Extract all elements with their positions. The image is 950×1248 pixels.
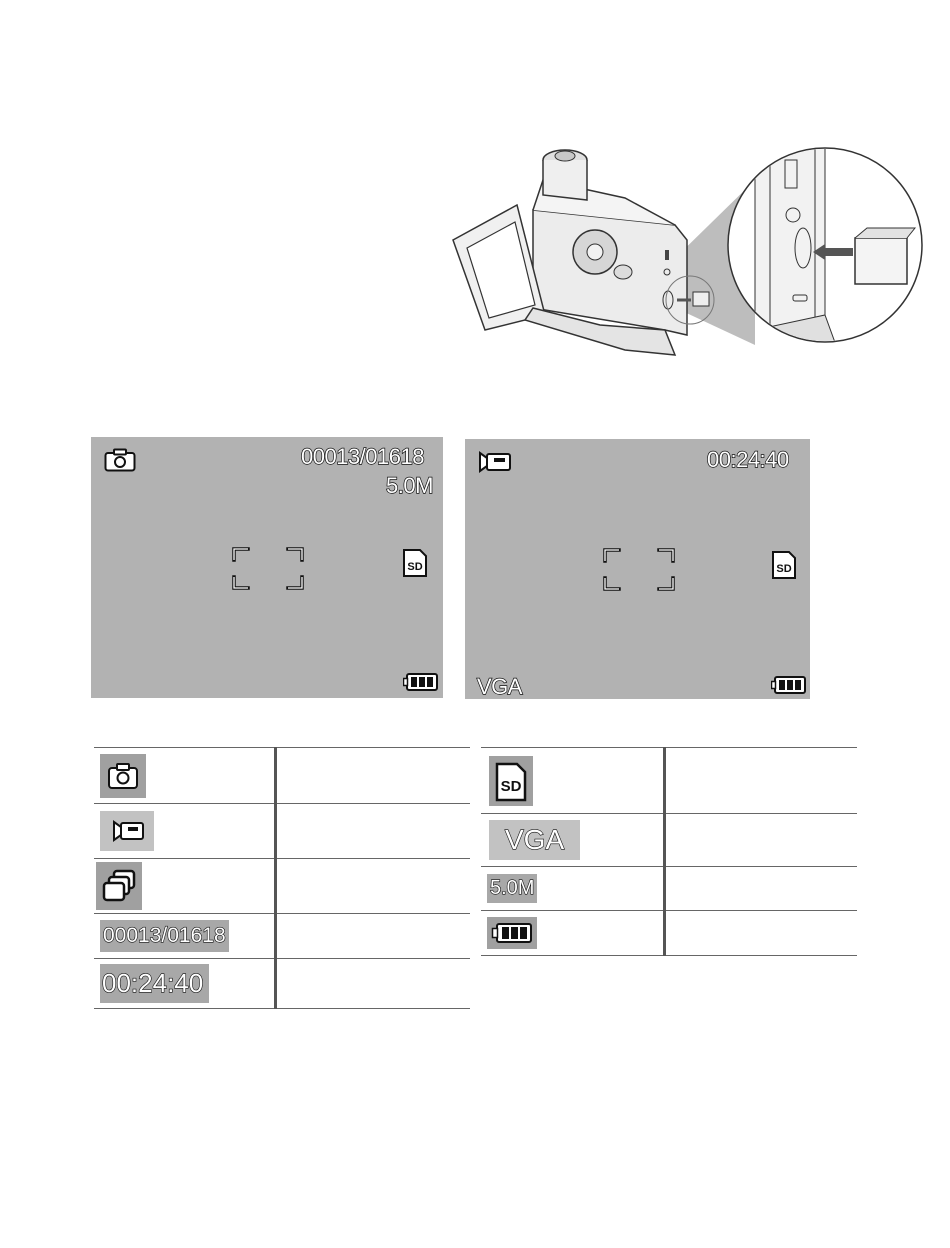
sd-card-icon	[771, 550, 797, 580]
sd-card-icon	[402, 548, 428, 578]
svg-text:SD: SD	[776, 563, 792, 575]
legend-icon-cell	[481, 911, 665, 956]
legend-row	[94, 959, 470, 1009]
legend-description	[276, 748, 471, 804]
focus-frame-icon	[602, 547, 676, 593]
legend-icon-cell	[94, 804, 276, 859]
legend-description	[665, 748, 858, 814]
video-camera-icon	[100, 811, 154, 851]
camera-icon	[104, 448, 136, 472]
video-mode-screen	[465, 439, 810, 699]
video-camera-icon	[478, 451, 512, 473]
legend-row	[94, 914, 470, 959]
legend-icon-cell	[481, 748, 665, 814]
legend-description	[276, 959, 471, 1009]
legend-row	[481, 748, 857, 814]
legend-description	[665, 911, 858, 956]
legend-icon-cell	[481, 814, 665, 867]
legend-icon-cell	[94, 748, 276, 804]
legend-description	[665, 814, 858, 867]
legend-icon-cell	[94, 959, 276, 1009]
timer-sample: 00:24:40	[100, 964, 209, 1003]
counter-sample: 00013/01618	[100, 920, 229, 952]
legend-row	[481, 814, 857, 867]
icon-legend-left	[94, 747, 470, 1009]
continuous-shot-icon	[96, 862, 142, 910]
video-resolution: VGA	[477, 674, 522, 699]
svg-text:SD: SD	[500, 777, 522, 795]
icon-legend-right	[481, 747, 857, 956]
camera-icon	[100, 754, 146, 798]
shot-counter: 00013/01618	[301, 444, 424, 469]
image-resolution: 5.0M	[386, 473, 433, 498]
legend-icon-cell	[481, 867, 665, 911]
sd-card-icon	[489, 756, 533, 806]
legend-icon-cell	[94, 914, 276, 959]
legend-description	[276, 859, 471, 914]
recording-timer: 00:24:40	[707, 447, 789, 472]
focus-frame-icon	[231, 546, 305, 592]
battery-full-icon	[403, 672, 439, 692]
legend-row	[94, 859, 470, 914]
photo-mode-screen	[91, 437, 443, 698]
legend-description	[276, 914, 471, 959]
legend-description	[665, 867, 858, 911]
resolution-sample: 5.0M	[487, 874, 537, 903]
legend-row	[481, 867, 857, 911]
vga-sample: VGA	[489, 820, 580, 860]
battery-full-icon	[771, 675, 807, 695]
legend-row	[94, 804, 470, 859]
camera-sd-card-illustration	[425, 140, 925, 370]
legend-row	[481, 911, 857, 956]
legend-icon-cell	[94, 859, 276, 914]
legend-description	[276, 804, 471, 859]
battery-full-icon	[487, 917, 537, 949]
legend-row	[94, 748, 470, 804]
svg-text:SD: SD	[407, 561, 423, 573]
